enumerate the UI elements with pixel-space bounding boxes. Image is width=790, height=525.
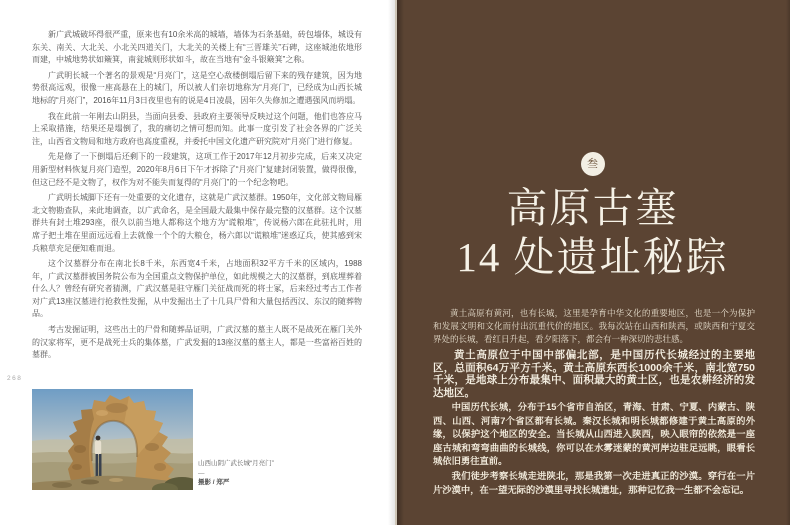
body-paragraph: 我们徒步考察长城走进陕北，那是我第一次走进真正的沙漠。穿行在一片片沙漠中，在一望无际的沙漠里寻找长城遗址，那种记忆我一生都不会忘记。 [433,471,755,495]
rock [109,478,123,482]
photo-caption [198,459,313,488]
rock [81,480,99,485]
arch-texture [72,464,82,470]
caption-credit: 摄影 / 郑严 [198,479,230,486]
caption-text: 山西山阴广武长城“月亮门” [198,460,274,467]
body-paragraph: 广武明长城一个著名的景观是“月亮门”，这是空心敌楼倒塌后留下来的残存建筑，因为地势很高远观，很像一座高悬在上的城门，所以被人们亲切地称为“月亮门”，已经成为山西长城地标的“月亮门”，2016年11月3日夜里也有的说是4日凌晨，因年久失修加之遭遇强风而坍塌。 [32,70,362,105]
arch-texture [74,445,86,453]
page-number: 268 [7,375,23,382]
chapter-title-line2: 14 处遗址秘踪 [456,234,729,280]
arch-texture [145,443,159,451]
body-paragraph: 中国历代长城，分布于15个省市自治区，青海、甘肃、宁夏、内蒙古、陕西、山西、河南7个省区都有长城。秦汉长城和明长城都修建于黄土高原的外缘，以保护这个地区的安全。当长城从山西进入陕西，映入眼帘的依然是一座座古城和弯弯曲曲的长城线，你可以在水雾迷蒙的黄河岸边驻足远眺，眼看长城依旧勇往直前。 [433,402,755,466]
right-page [395,0,790,525]
rock [52,482,72,488]
body-paragraph: 新广武城破坏得很严重，原来也有10余米高的城墙，墙体为石条基础，砖包墙体，城设有东关、南关、大北关、小北关四道关门，大北关的关楼上有“三晋雄关”石碑，这座城池依地形而建，中城地势状如簸箕，南瓮城则形状如斗，故在当地有“金斗银簸箕”之称。 [32,30,362,65]
arch-texture [106,403,128,413]
left-body-text [32,29,362,365]
body-paragraph: 黄土高原有黄河，也有长城，这里是孕育中华文化的重要地区，也是一个为保护和发展文明和文化而付出沉重代价的地区。我每次站在山西和陕西，或陕西和宁夏交界处的长城，看红日升起，看夕阳落下，都会有一种深切的悲壮感。 [433,308,755,344]
chapter-title [395,184,790,282]
arch-texture [96,410,108,416]
page-outer-edge-shadow [786,0,790,525]
arch-texture [154,463,166,471]
body-paragraph: 考古发掘证明，这些出土的尸骨和随葬品证明，广武汉墓的墓主人既不是战死在雁门关外的汉家将军，更不是战死士兵的集体墓，广武发掘的13座汉墓的墓主人，都是一些富裕百姓的墓群。 [32,325,362,360]
caption-dash: — [198,469,205,477]
body-paragraph: 广武明长城脚下还有一处重要的文化遗存，这就是广武汉墓群。1950年，文化部文物局雁北文物勘查队，来此地调查，以广武命名，是全国最大最集中保存最完整的汉墓群。这个汉墓群共有封土堆293座，很久以前当地人都称这个地方为“谎粮堆”，传说杨六郎在此驻扎时，用席子把土堆在里面远远看上去就像一个个的大粮仓，杨六郎以“谎粮堆”迷惑辽兵，使其感到宋兵粮草充足便知难而退。 [32,193,362,253]
chapter-number-badge: 叁 [581,152,605,176]
body-paragraph: 我在此前一年刚去山阴县，当面向县委、县政府主要领导反映过这个问题，他们也答应马上采取措施，结果还是塌倒了，我的痛切之情可想而知。此事一度引发了社会各界的广泛关注，山西省文物局和地方政府也高度重视，并委托中国文化遗产研究院对“月亮门”进行修复。 [32,111,362,146]
gutter-shadow [388,0,395,525]
body-paragraph: 先是修了一下倒塌后还剩下的一段建筑，这项工作于2017年12月初步完成，后来又决定用新型材料恢复月亮门造型，2020年8月6日下午才拆除了“月亮门”复建封闭装置，做得很像，但这已经不是文物了，权作为对不能失而复得的“月亮门”的一个纪念物吧。 [32,152,362,187]
right-body-text [433,307,755,497]
body-paragraph: 这个汉墓群分布在南北长8千米，东西宽4千米，占地面积32平方千米的区域内，1988年，广武汉墓群被国务院公布为全国重点文物保护单位，如此规模之大的汉墓群，到底埋葬着什么人？曾经有研究者猜测，广武汉墓是驻守雁门关征战而死的将士冢，后来经过考古工作者对广武13座汉墓进行抢救性发掘，从中发掘出土了十几具尸骨和大量包括西汉、东汉的随葬物品。 [32,259,362,319]
body-paragraph: 黄土高原位于中国中部偏北部，是中国历代长城经过的主要地区，总面积64万平方千米。黄土高原东西长1000余千米，南北宽750千米，是地球上分布最集中、面积最大的黄土区，也是农耕经济的发达地区。 [433,349,755,399]
moon-gate-photo [32,389,193,490]
moon-gate-photo-illustration [32,389,193,490]
chapter-title-line1: 高原古塞 [506,185,679,231]
